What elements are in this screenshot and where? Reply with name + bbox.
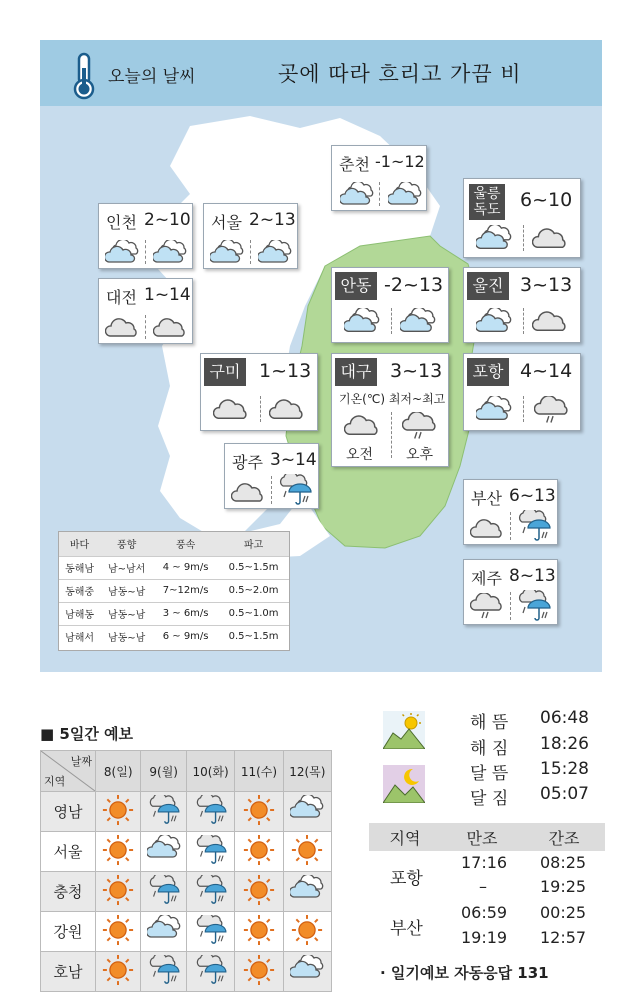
city-card-uljin: [463, 267, 581, 343]
sea-conditions-table: [58, 531, 290, 651]
forecast-region: 서울: [41, 832, 96, 872]
rain-umbrella-icon: [147, 875, 181, 905]
city-card-gumi: [200, 353, 318, 431]
sea-cell: 남~남서: [100, 556, 153, 579]
cloudy-rain-icon: [470, 593, 504, 621]
partly-cloudy-icon: [290, 875, 324, 905]
city-temp: 2~10: [144, 210, 191, 230]
cloudy-icon: [344, 412, 380, 438]
sea-cell: 0.5~1.5m: [218, 556, 289, 579]
thermometer-icon: [71, 52, 97, 100]
sea-cell: 남동~남: [100, 579, 153, 602]
partly-cloudy-icon: [476, 308, 512, 334]
corner-region-label: 지역: [44, 775, 66, 788]
city-tag: 구미: [204, 358, 246, 386]
city-temp: -1~12: [375, 152, 425, 171]
city-tag: 포항: [467, 358, 509, 386]
cloudy-icon: [213, 396, 249, 422]
city-name-line2: 독도: [473, 202, 501, 218]
partly-cloudy-icon: [290, 795, 324, 825]
moonrise-icon: [383, 765, 425, 803]
forecast-corner: [41, 751, 96, 792]
city-card-andong: [331, 267, 449, 343]
city-temp: 3~14: [270, 450, 317, 470]
city-card-chuncheon: [331, 145, 427, 211]
city-card-ulleung: [463, 178, 581, 258]
moonrise-label: 달 뜸: [470, 764, 509, 784]
tide-high-busan-1: 06:59: [461, 903, 508, 922]
cloudy-icon: [269, 396, 305, 422]
forecast-day: 8(일): [96, 751, 141, 792]
sunset-time: 18:26: [540, 734, 589, 754]
rain-umbrella-icon: [194, 835, 228, 865]
partly-cloudy-icon: [147, 915, 181, 945]
sun-icon: [290, 835, 324, 865]
sea-header: 파고: [218, 532, 289, 556]
partly-cloudy-icon: [476, 396, 512, 422]
partly-cloudy-icon: [210, 240, 244, 264]
city-card-daejeon: [98, 278, 193, 344]
partly-cloudy-icon: [105, 240, 139, 264]
cloudy-icon: [153, 315, 187, 339]
map-header: [40, 40, 602, 106]
tide-high-pohang-1: 17:16: [461, 853, 508, 872]
table-row: [59, 625, 289, 648]
forecast-cell: [141, 912, 186, 952]
table-row: [59, 602, 289, 625]
forecast-title: ■ 5일간 예보: [40, 725, 134, 743]
sea-cell: 3 ~ 6m/s: [153, 602, 218, 625]
sun-icon: [242, 795, 276, 825]
sea-cell: 남동~남: [100, 602, 153, 625]
forecast-cell: [186, 792, 234, 832]
forecast-cell: [96, 872, 141, 912]
forecast-cell: [283, 832, 331, 872]
sea-cell: 4 ~ 9m/s: [153, 556, 218, 579]
city-temp: 6~10: [520, 189, 573, 211]
city-card-busan: [463, 479, 558, 545]
table-row: [41, 872, 332, 912]
sea-cell: 7~12m/s: [153, 579, 218, 602]
partly-cloudy-icon: [290, 955, 324, 985]
forecast-cell: [96, 912, 141, 952]
tide-high-busan-2: 19:19: [461, 928, 508, 947]
city-tag: [469, 184, 505, 220]
header-title: 오늘의 날씨: [108, 67, 196, 87]
table-row: [59, 579, 289, 602]
city-temp: 4~14: [520, 360, 573, 382]
forecast-day: 10(화): [186, 751, 234, 792]
rain-umbrella-icon: [194, 955, 228, 985]
city-temp: 6~13: [509, 486, 556, 506]
sun-icon: [242, 955, 276, 985]
legend-caption: 기온(℃) 최저~최고: [339, 392, 446, 406]
forecast-cell: [141, 952, 186, 992]
forecast-cell: [141, 872, 186, 912]
rain-umbrella-icon: [194, 795, 228, 825]
corner-date-label: 날짜: [70, 755, 92, 768]
city-tag: 안동: [335, 272, 377, 300]
cloudy-rain-icon: [534, 396, 570, 424]
forecast-region: 영남: [41, 792, 96, 832]
city-temp: 8~13: [509, 566, 556, 586]
tide-header-cell: 간조: [548, 828, 580, 848]
partly-cloudy-icon: [400, 308, 436, 334]
partly-cloudy-icon: [340, 182, 374, 206]
sea-cell: 동해남: [59, 556, 100, 579]
partly-cloudy-icon: [476, 225, 512, 251]
city-name: 춘천: [339, 155, 370, 174]
city-name: 제주: [471, 569, 502, 588]
rain-umbrella-icon: [147, 795, 181, 825]
tide-table: [369, 823, 605, 851]
sea-cell: 0.5~2.0m: [218, 579, 289, 602]
forecast-cell: [283, 952, 331, 992]
city-card-daegu: [331, 353, 449, 467]
city-name: 인천: [106, 213, 137, 232]
sunset-label: 해 짐: [470, 739, 509, 759]
city-name: 대전: [106, 288, 137, 307]
city-card-pohang: [463, 353, 581, 431]
forecast-cell: [235, 832, 283, 872]
sun-icon: [242, 875, 276, 905]
cloudy-icon: [470, 516, 504, 540]
forecast-cell: [96, 832, 141, 872]
forecast-cell: [235, 872, 283, 912]
moonset-label: 달 짐: [470, 789, 509, 809]
table-row: [59, 556, 289, 579]
sunrise-icon: [383, 711, 425, 749]
tide-region-pohang: 포항: [390, 869, 423, 889]
partly-cloudy-icon: [153, 240, 187, 264]
forecast-day: 9(월): [141, 751, 186, 792]
forecast-region: 충청: [41, 872, 96, 912]
city-card-incheon: [98, 203, 193, 269]
tide-low-pohang-2: 19:25: [540, 877, 587, 896]
phone-forecast-note: · 일기예보 자동응답 131: [380, 964, 549, 982]
moonrise-time: 15:28: [540, 759, 589, 779]
forecast-table: [40, 750, 332, 992]
city-card-jeju: [463, 559, 558, 625]
tide-header-cell: 지역: [389, 828, 421, 848]
forecast-day: 11(수): [235, 751, 283, 792]
forecast-cell: [283, 792, 331, 832]
legend-pm-label: 오후: [406, 447, 434, 463]
sea-cell: 동해중: [59, 579, 100, 602]
cloudy-icon: [231, 480, 265, 504]
moonset-time: 05:07: [540, 784, 589, 804]
forecast-cell: [235, 952, 283, 992]
sea-header: 바다: [59, 532, 100, 556]
table-row: [41, 792, 332, 832]
tide-low-pohang-1: 08:25: [540, 853, 587, 872]
sea-cell: 남해동: [59, 602, 100, 625]
cloudy-rain-icon: [402, 412, 438, 440]
forecast-cell: [283, 872, 331, 912]
tide-low-busan-1: 00:25: [540, 903, 587, 922]
rain-umbrella-icon: [516, 590, 552, 622]
rain-umbrella-icon: [194, 915, 228, 945]
cloudy-icon: [532, 225, 568, 251]
partly-cloudy-icon: [344, 308, 380, 334]
cloudy-icon: [532, 308, 568, 334]
city-temp: 3~13: [520, 274, 573, 296]
forecast-cell: [235, 792, 283, 832]
forecast-cell: [283, 912, 331, 952]
partly-cloudy-icon: [147, 835, 181, 865]
city-tag: 대구: [335, 358, 377, 386]
sunrise-label: 해 뜸: [470, 713, 509, 733]
tide-low-busan-2: 12:57: [540, 928, 587, 947]
forecast-cell: [235, 912, 283, 952]
tide-header-cell: 만조: [466, 828, 498, 848]
rain-umbrella-icon: [194, 875, 228, 905]
forecast-cell: [96, 792, 141, 832]
sea-cell: 남동~남: [100, 625, 153, 648]
table-row: [41, 912, 332, 952]
city-temp: -2~13: [384, 274, 444, 296]
forecast-region: 강원: [41, 912, 96, 952]
sun-icon: [242, 835, 276, 865]
partly-cloudy-icon: [258, 240, 292, 264]
table-row: [41, 832, 332, 872]
tide-high-pohang-2: –: [479, 877, 487, 896]
forecast-cell: [96, 952, 141, 992]
rain-umbrella-icon: [277, 474, 313, 506]
sea-cell: 6 ~ 9m/s: [153, 625, 218, 648]
city-tag: 울진: [467, 272, 509, 300]
sun-icon: [101, 875, 135, 905]
forecast-cell: [186, 952, 234, 992]
sea-cell: 남해서: [59, 625, 100, 648]
sea-header: 풍향: [100, 532, 153, 556]
city-temp: 2~13: [249, 210, 296, 230]
sun-icon: [101, 835, 135, 865]
forecast-cell: [186, 912, 234, 952]
header-summary: 곳에 따라 흐리고 가끔 비: [278, 62, 522, 86]
sea-cell: 0.5~1.5m: [218, 625, 289, 648]
legend-am-label: 오전: [346, 447, 374, 463]
city-name-line1: 울릉: [473, 186, 501, 202]
sun-icon: [290, 915, 324, 945]
sea-header: 풍속: [153, 532, 218, 556]
sun-icon: [101, 955, 135, 985]
forecast-cell: [186, 872, 234, 912]
tide-region-busan: 부산: [390, 919, 423, 939]
forecast-cell: [186, 832, 234, 872]
city-card-seoul: [203, 203, 298, 269]
sea-cell: 0.5~1.0m: [218, 602, 289, 625]
city-temp: 1~14: [144, 285, 191, 305]
sun-icon: [101, 795, 135, 825]
city-name: 부산: [471, 489, 502, 508]
table-row: [41, 952, 332, 992]
sun-icon: [101, 915, 135, 945]
city-temp: 1~13: [259, 360, 312, 382]
partly-cloudy-icon: [388, 182, 422, 206]
rain-umbrella-icon: [516, 510, 552, 542]
city-name: 서울: [211, 213, 242, 232]
rain-umbrella-icon: [147, 955, 181, 985]
forecast-region: 호남: [41, 952, 96, 992]
forecast-cell: [141, 832, 186, 872]
sun-icon: [242, 915, 276, 945]
city-name: 광주: [232, 453, 263, 472]
sunrise-time: 06:48: [540, 708, 589, 728]
tide-header: [369, 823, 605, 851]
cloudy-icon: [105, 315, 139, 339]
city-card-gwangju: [224, 443, 319, 509]
forecast-day: 12(목): [283, 751, 331, 792]
forecast-cell: [141, 792, 186, 832]
city-temp: 3~13: [390, 360, 443, 382]
